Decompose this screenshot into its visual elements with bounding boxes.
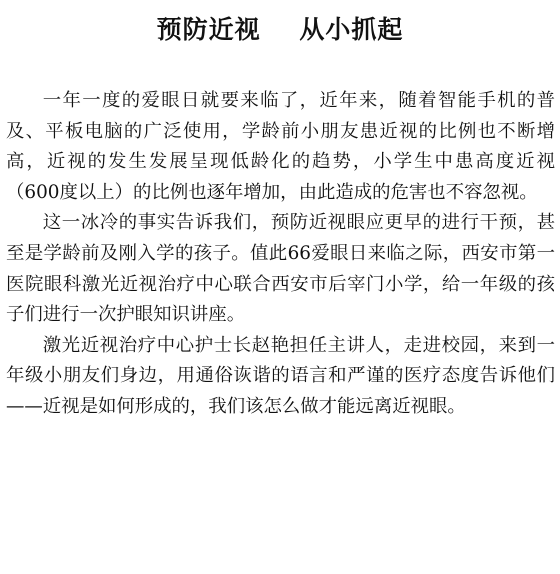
document-title: 预防近视 从小抓起 — [156, 15, 404, 44]
paragraph-2: 这一冰冷的事实告诉我们，预防近视眼应更早的进行干预，甚至是学龄前及刚入学的孩子。值此66爱眼日来临之际，西安市第一医院眼科激光近视治疗中心联合西安市后宰门小学，给一年级的孩子们进行一次护眼知识讲座。 — [6, 212, 555, 326]
article-body — [6, 86, 555, 423]
paragraph-3: 激光近视治疗中心护士长赵艳担任主讲人，走进校园，来到一年级小朋友们身边，用通俗诙谐的语言和严谨的医疗态度告诉他们——近视是如何形成的，我们该怎么做才能远离近视眼。 — [6, 334, 555, 417]
paragraph-1: 一年一度的爱眼日就要来临了，近年来，随着智能手机的普及、平板电脑的广泛使用，学龄前小朋友患近视的比例也不断增高，近视的发生发展呈现低龄化的趋势，小学生中患高度近视（600度以上）的比例也逐年增加，由此造成的危害也不容忽视。 — [6, 90, 555, 203]
